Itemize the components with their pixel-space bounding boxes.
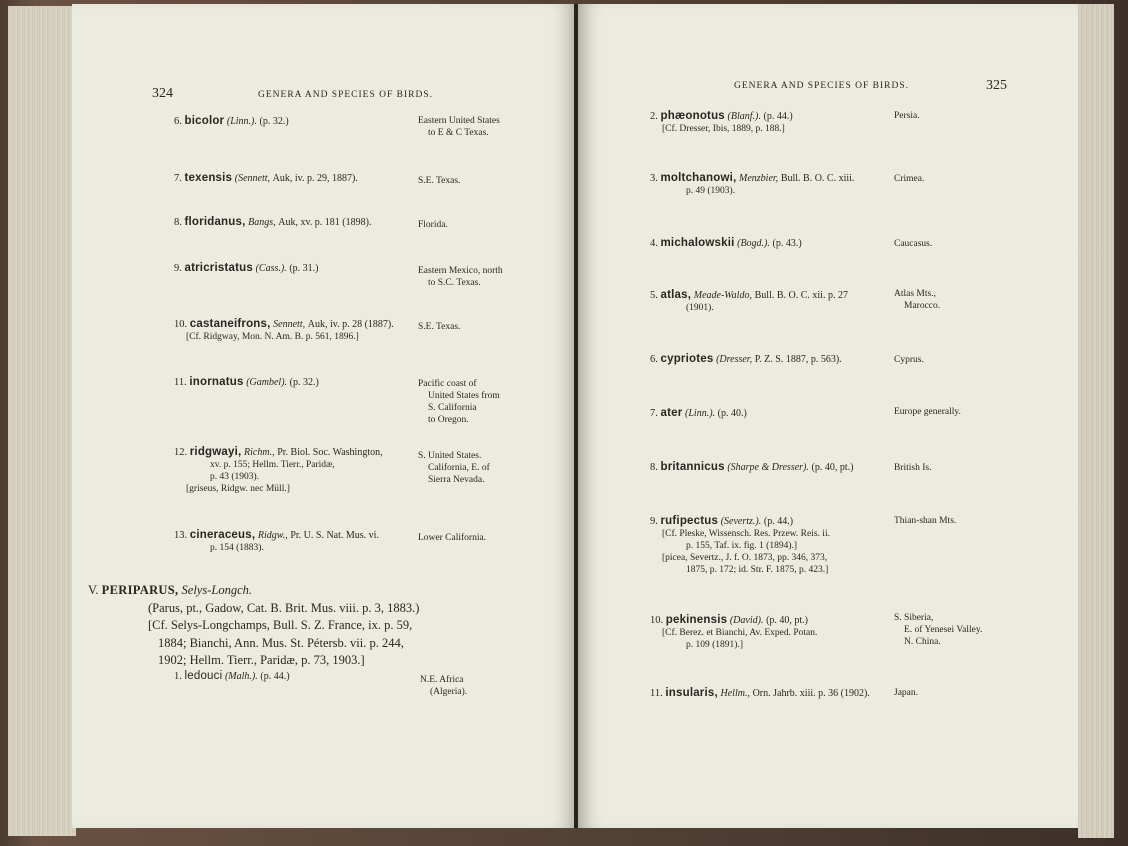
- locality-line: to E & C Texas.: [428, 128, 489, 138]
- species-reference: (p. 31.): [289, 263, 319, 274]
- species-name: floridanus,: [184, 216, 246, 228]
- locality-line: S. Siberia,: [894, 613, 934, 623]
- species-locality: [894, 612, 982, 648]
- entry-detail-line: p. 49 (1903).: [686, 186, 736, 196]
- entry-detail-line: [Cf. Pleske, Wissensch. Res. Przew. Reis. ii.: [662, 529, 830, 539]
- left-running-head: GENERA AND SPECIES OF BIRDS.: [258, 90, 434, 100]
- locality-line: Persia.: [894, 111, 920, 121]
- species-name: castaneifrons,: [189, 318, 271, 330]
- species-reference: (p. 32.): [289, 377, 319, 388]
- species-entry: [650, 461, 853, 474]
- locality-line: British Is.: [894, 463, 932, 473]
- left-page: [72, 4, 576, 828]
- entry-number: 6.: [174, 116, 182, 127]
- species-entry: [174, 216, 371, 229]
- species-name: cypriotes: [660, 353, 714, 365]
- species-locality: [418, 532, 486, 544]
- species-name: phæonotus: [660, 110, 725, 122]
- species-entry: [650, 353, 842, 366]
- genus-line: 1884; Bianchi, Ann. Mus. St. Pétersb. vii. p. 244,: [158, 635, 404, 650]
- species-reference: (p. 44.): [763, 111, 793, 122]
- species-reference: (p. 44.): [763, 516, 794, 527]
- species-author: Richm.,: [244, 447, 275, 458]
- locality-line: Sierra Nevada.: [428, 475, 485, 485]
- entry-number: 13.: [174, 530, 188, 541]
- species-entry: [174, 115, 289, 128]
- species-name: texensis: [184, 172, 233, 184]
- genus-line: 1902; Hellm. Tierr., Paridæ, p. 73, 1903.]: [158, 653, 365, 667]
- species-author: (Linn.).: [226, 116, 257, 127]
- species-reference: (p. 32.): [259, 116, 289, 127]
- species-entry: [650, 110, 793, 135]
- locality-line: N.E. Africa: [420, 675, 464, 685]
- species-reference: P. Z. S. 1887, p. 563).: [754, 354, 842, 365]
- entry-detail-line: (1901).: [686, 303, 714, 313]
- species-reference: (p. 40, pt.): [766, 615, 809, 626]
- species-entry: [650, 687, 870, 700]
- locality-line: S.E. Texas.: [418, 322, 461, 332]
- species-entry: [650, 515, 830, 576]
- species-reference: Bull. B. O. C. xii. p. 27: [754, 290, 848, 301]
- entry-detail-line: [griseus, Ridgw. nec Müll.]: [186, 484, 290, 494]
- locality-line: Europe generally.: [894, 407, 961, 417]
- species-name: ridgwayi,: [189, 446, 242, 458]
- entry-number: 12.: [174, 447, 188, 458]
- species-locality: [894, 288, 940, 312]
- species-name: michalowskii: [660, 237, 735, 249]
- locality-line: S. California: [428, 403, 477, 413]
- species-locality: [418, 378, 500, 426]
- entry-number: 5.: [650, 290, 658, 301]
- species-locality: [418, 265, 503, 289]
- species-entry: [650, 614, 817, 651]
- species-entry: [174, 262, 318, 275]
- species-name: ledouci: [184, 670, 223, 682]
- locality-line: S. United States.: [418, 451, 482, 461]
- right-running-head: GENERA AND SPECIES OF BIRDS.: [734, 81, 910, 91]
- entry-detail-line: [Cf. Ridgway, Mon. N. Am. B. p. 561, 1896.]: [186, 332, 359, 342]
- species-name: ater: [660, 407, 683, 419]
- species-entry: [174, 529, 379, 554]
- species-entry: [174, 446, 383, 495]
- entry-detail-line: 1875, p. 172; id. Str. F. 1875, p. 423.]: [686, 565, 829, 575]
- species-reference: (p. 40, pt.): [811, 462, 854, 473]
- locality-line: Eastern United States: [418, 116, 500, 126]
- species-locality: [894, 462, 931, 474]
- entry-number: 7.: [650, 408, 658, 419]
- locality-line: S.E. Texas.: [418, 176, 461, 186]
- species-locality: [418, 219, 448, 231]
- species-author: Sennett,: [273, 319, 306, 330]
- species-author: (Cass.).: [255, 263, 287, 274]
- species-name: insularis,: [665, 687, 718, 699]
- species-name: inornatus: [189, 376, 244, 388]
- entry-number: 11.: [650, 688, 663, 699]
- species-reference: Pr. Biol. Soc. Washington,: [277, 447, 383, 458]
- species-name: atlas,: [660, 289, 692, 301]
- species-author: Hellm.,: [720, 688, 750, 699]
- species-entry: [650, 172, 854, 197]
- species-name: bicolor: [184, 115, 225, 127]
- entry-detail-line: xv. p. 155; Hellm. Tierr., Paridæ,: [210, 460, 335, 470]
- locality-line: Japan.: [894, 688, 919, 698]
- species-reference: (p. 40.): [717, 408, 747, 419]
- species-entry: [650, 237, 802, 250]
- locality-line: N. China.: [904, 637, 941, 647]
- genus-line: [Cf. Selys-Longchamps, Bull. S. Z. France, ix. p. 59,: [148, 618, 413, 632]
- genus-name: PERIPARUS,: [101, 583, 179, 597]
- genus-author: Selys-Longch.: [181, 583, 253, 597]
- species-entry: [174, 376, 319, 389]
- species-reference: Auk, xv. p. 181 (1898).: [278, 217, 372, 228]
- species-author: (Severtz.).: [720, 516, 762, 527]
- locality-line: Crimea.: [894, 174, 925, 184]
- species-author: (Linn.).: [685, 408, 716, 419]
- entry-number: 8.: [650, 462, 658, 473]
- entry-number: 11.: [174, 377, 187, 388]
- species-entry: [174, 318, 394, 343]
- entry-detail-line: [Cf. Dresser, Ibis, 1889, p. 188.]: [662, 124, 785, 134]
- species-author: (Sennett,: [234, 173, 271, 184]
- species-locality: [418, 450, 490, 486]
- species-name: pekinensis: [665, 614, 728, 626]
- species-locality: [418, 115, 500, 139]
- species-locality: [894, 238, 932, 250]
- species-entry: [174, 172, 358, 185]
- species-locality: [418, 321, 460, 333]
- species-locality: [894, 515, 956, 527]
- species-author: Meade-Waldo,: [693, 290, 752, 301]
- species-author: (Dresser,: [716, 354, 753, 365]
- page-edges-left: [8, 6, 76, 836]
- locality-line: Cyprus.: [894, 355, 924, 365]
- locality-line: to Oregon.: [428, 415, 469, 425]
- entry-number: 10.: [650, 615, 664, 626]
- entry-number: 10.: [174, 319, 188, 330]
- species-locality: [894, 110, 920, 122]
- species-locality: [420, 674, 467, 698]
- species-author: (Bogd.).: [737, 238, 770, 249]
- genus-heading: [88, 582, 508, 670]
- locality-line: Thian-shan Mts.: [894, 516, 957, 526]
- species-author: Menzbier,: [739, 173, 779, 184]
- page-edges-right: [1078, 4, 1114, 838]
- species-reference: Pr. U. S. Nat. Mus. vi.: [290, 530, 379, 541]
- locality-line: Marocco.: [904, 301, 941, 311]
- species-reference: (p. 43.): [772, 238, 802, 249]
- species-name: moltchanowi,: [660, 172, 737, 184]
- species-reference: Auk, iv. p. 28 (1887).: [307, 319, 394, 330]
- entry-detail-line: p. 43 (1903).: [210, 472, 260, 482]
- species-author: Bangs,: [248, 217, 276, 228]
- locality-line: Eastern Mexico, north: [418, 266, 503, 276]
- entry-number: 1.: [174, 671, 182, 682]
- species-locality: [894, 354, 924, 366]
- locality-line: Caucasus.: [894, 239, 933, 249]
- species-author: Ridgw.,: [257, 530, 288, 541]
- species-locality: [418, 175, 460, 187]
- entry-detail-line: [Cf. Berez. et Bianchi, Av. Exped. Potan.: [662, 628, 818, 638]
- species-name: atricristatus: [184, 262, 253, 274]
- entry-number: 9.: [650, 516, 658, 527]
- locality-line: Pacific coast of: [418, 379, 477, 389]
- species-locality: [894, 173, 924, 185]
- entry-detail-line: p. 155, Taf. ix. fig. 1 (1894).]: [686, 541, 798, 551]
- species-name: rufipectus: [660, 515, 719, 527]
- genus-line: (Parus, pt., Gadow, Cat. B. Brit. Mus. viii. p. 3, 1883.): [148, 600, 420, 615]
- species-author: (Blanf.).: [727, 111, 761, 122]
- species-author: (David).: [729, 615, 764, 626]
- species-entry: [650, 407, 747, 420]
- locality-line: Atlas Mts.,: [894, 289, 936, 299]
- locality-line: California, E. of: [428, 463, 490, 473]
- entry-detail-line: p. 154 (1883).: [210, 543, 264, 553]
- locality-line: United States from: [428, 391, 500, 401]
- species-reference: Bull. B. O. C. xiii.: [780, 173, 855, 184]
- entry-number: 7.: [174, 173, 182, 184]
- entry-number: 3.: [650, 173, 658, 184]
- locality-line: Lower California.: [418, 533, 487, 543]
- entry-detail-line: p. 109 (1891).]: [686, 640, 743, 650]
- right-page-number: 325: [986, 78, 1007, 93]
- entry-detail-line: [picea, Severtz., J. f. O. 1873, pp. 346, 373,: [662, 553, 828, 563]
- entry-number: 9.: [174, 263, 182, 274]
- species-author: (Sharpe & Dresser).: [727, 462, 809, 473]
- locality-line: to S.C. Texas.: [428, 278, 481, 288]
- locality-line: (Algeria).: [430, 687, 468, 697]
- species-author: (Malh.).: [224, 671, 258, 682]
- entry-number: 8.: [174, 217, 182, 228]
- species-reference: Auk, iv. p. 29, 1887).: [272, 173, 358, 184]
- species-entry: [174, 670, 290, 683]
- entry-number: 2.: [650, 111, 658, 122]
- species-locality: [894, 406, 961, 418]
- genus-numeral: V.: [88, 583, 99, 597]
- species-reference: Orn. Jahrb. xiii. p. 36 (1902).: [752, 688, 870, 699]
- left-page-number: 324: [152, 86, 173, 101]
- species-entry: [650, 289, 848, 314]
- species-author: (Gambel).: [246, 377, 288, 388]
- locality-line: E. of Yenesei Valley.: [904, 625, 983, 635]
- entry-number: 6.: [650, 354, 658, 365]
- species-name: cineraceus,: [189, 529, 256, 541]
- locality-line: Florida.: [418, 220, 448, 230]
- species-name: britannicus: [660, 461, 725, 473]
- species-locality: [894, 687, 918, 699]
- entry-number: 4.: [650, 238, 658, 249]
- species-reference: (p. 44.): [260, 671, 290, 682]
